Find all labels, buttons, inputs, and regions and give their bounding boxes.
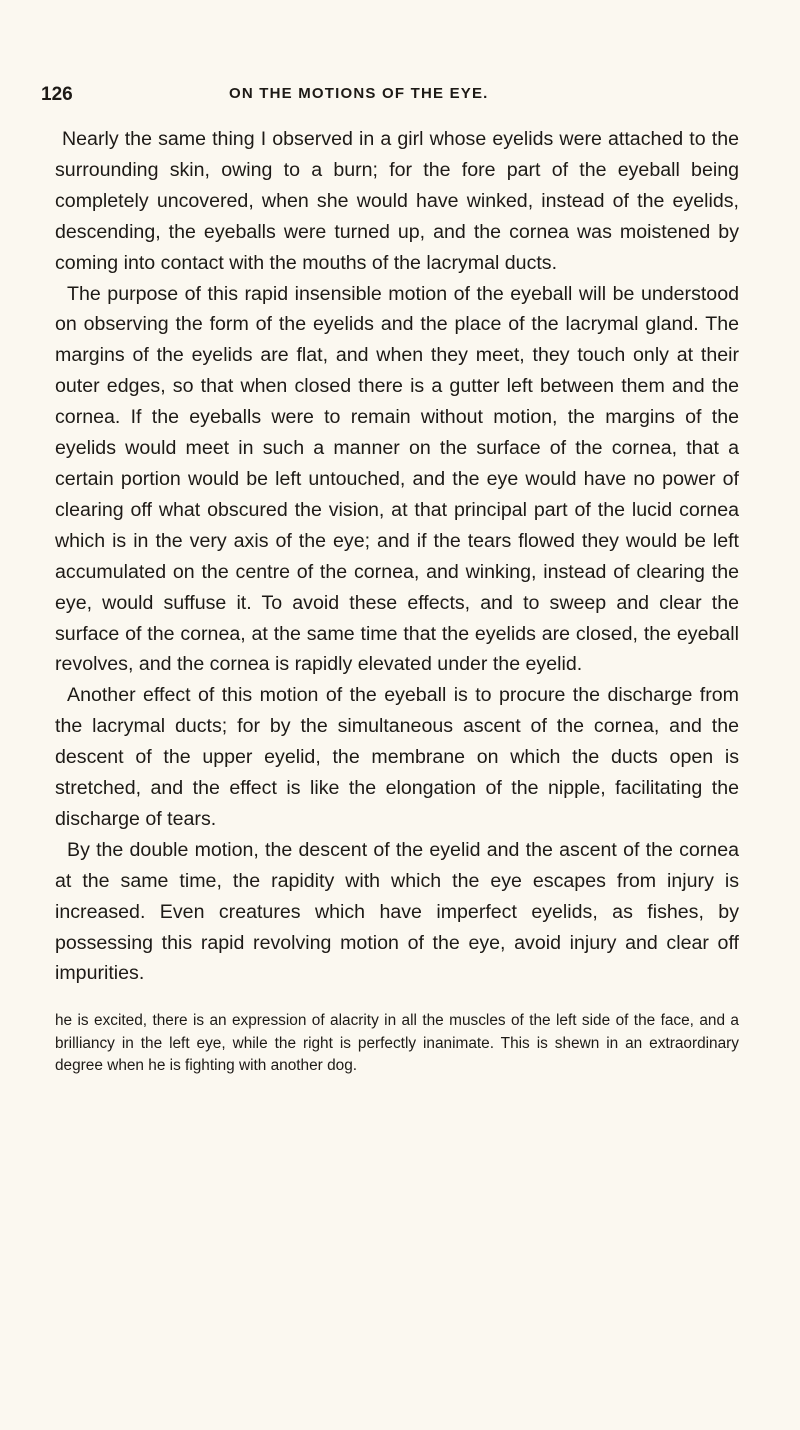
- footnote: he is excited, there is an expression of alacrity in all the muscles of the left side of the face, and a brilliancy in the left eye, while the right is perfectly inanimate. This is shewn in an extraordinary degree when he is fighting with another dog.: [55, 1012, 739, 1074]
- page-number: 126: [41, 84, 73, 105]
- paragraph-1: Nearly the same thing I observed in a girl whose eyelids were attached to the surrounding skin, owing to a burn; for the fore part of the eyeball being completely uncovered, when she would have winked, instead of the eyelids, descending, the eyeballs were turned up, and the cornea was moistened by coming into contact with the mouths of the lacrymal ducts.: [55, 128, 739, 274]
- paragraph-3: Another effect of this motion of the eyeball is to procure the discharge from the lacrymal ducts; for by the simultaneous ascent of the cornea, and the descent of the upper eyelid, the membrane on which the ducts open is stretched, and the effect is like the elongation of the nipple, facilitating the discharge of tears.: [55, 684, 739, 830]
- paragraph-2: The purpose of this rapid insensible motion of the eyeball will be understood on observing the form of the eyelids and the place of the lacrymal gland. The margins of the eyelids are flat, and when they meet, they touch only at their outer edges, so that when closed there is a gutter left between them and the cornea. If the eyeballs were to remain without motion, the margins of the eyelids would meet in such a manner on the surface of the cornea, that a certain portion would be left untouched, and the eye would have no power of clearing off what obscured the vision, at that principal part of the lucid cornea which is in the very axis of the eye; and if the tears flowed they would be left accumulated on the centre of the cornea, and winking, instead of clearing the eye, would suffuse it. To avoid these effects, and to sweep and clear the surface of the cornea, at the same time that the eyelids are closed, the eyeball revolves, and the cornea is rapidly elevated under the eyelid.: [55, 282, 739, 676]
- page-header: [41, 84, 741, 108]
- body-text: [55, 124, 739, 989]
- paragraph-4: By the double motion, the descent of the eyelid and the ascent of the cornea at the same time, the rapidity with which the eye escapes from injury is increased. Even creatures which have imperfect eyelids, as fishes, by possessing this rapid revolving motion of the eye, avoid injury and clear off impurities.: [55, 838, 739, 985]
- running-title: ON THE MOTIONS OF THE EYE.: [229, 85, 489, 102]
